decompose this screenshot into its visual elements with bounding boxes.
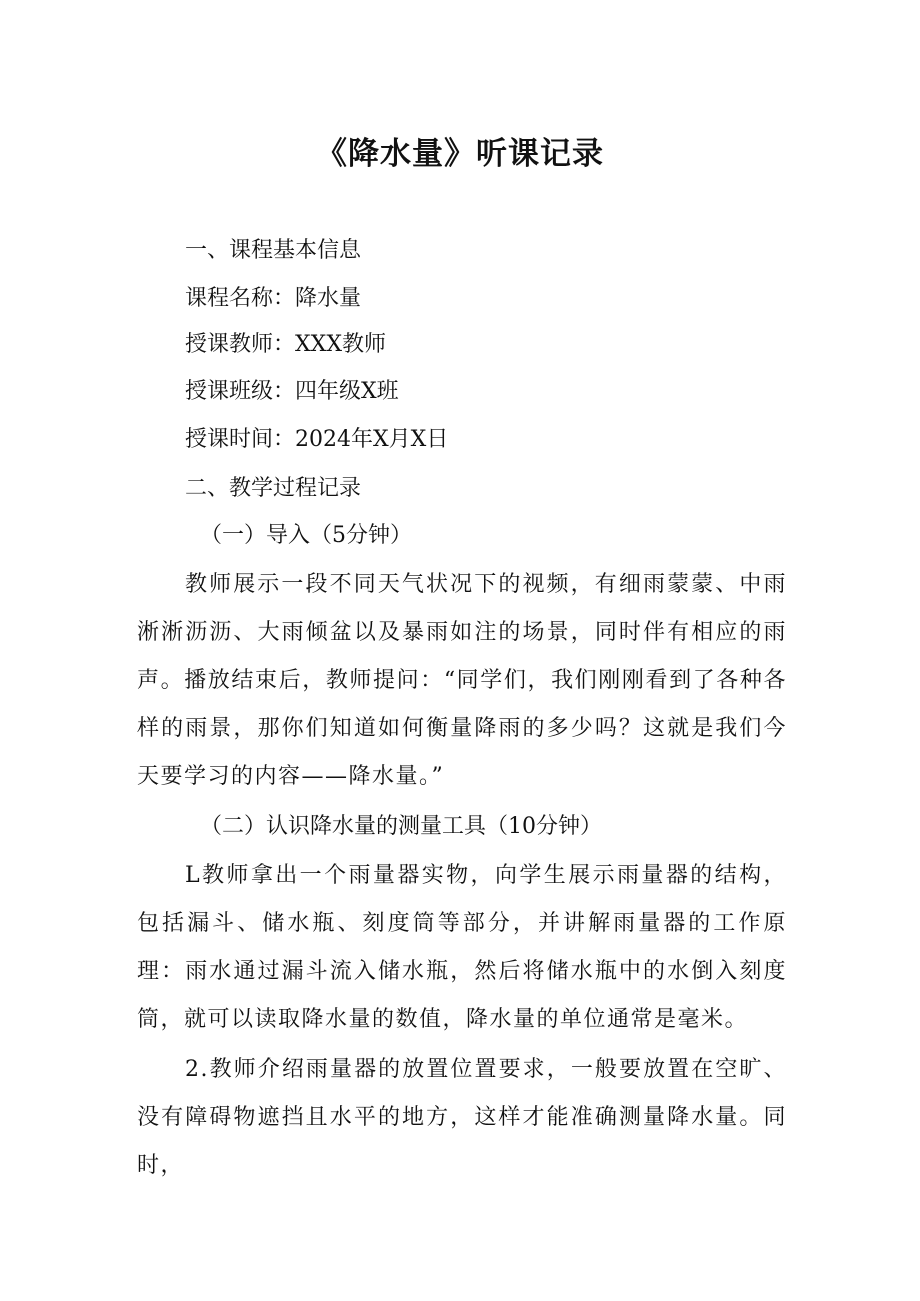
- section-heading-basic-info: 一、课程基本信息: [185, 238, 362, 263]
- class-line: 授课班级：四年级X班: [185, 379, 399, 404]
- tools-paragraph-1: L教师拿出一个雨量器实物，向学生展示雨量器的结构，包括漏斗、储水瓶、刻度筒等部分，并讲解雨量器的工作原理：雨水通过漏斗流入储水瓶，然后将储水瓶中的水倒入刻度筒，就可以读取降水量的数值，降水量的单位通常是毫米。: [137, 863, 787, 1032]
- intro-paragraph: 教师展示一段不同天气状况下的视频，有细雨蒙蒙、中雨淅淅沥沥、大雨倾盆以及暴雨如注的场景，同时伴有相应的雨声。播放结束后，教师提问：“同学们，我们刚刚看到了各种各样的雨景，那你们知道如何衡量降雨的多少吗？这就是我们今天要学习的内容——降水量。”: [137, 572, 787, 789]
- section-heading-teaching-process: 二、教学过程记录: [185, 476, 362, 501]
- page-title: 《降水量》听课记录: [316, 136, 604, 172]
- subsection-heading-intro: （一）导入（5分钟）: [200, 523, 412, 548]
- teacher-line: 授课教师：XXX教师: [185, 332, 386, 357]
- subsection-heading-tools: （二）认识降水量的测量工具（10分钟）: [200, 814, 602, 839]
- tools-paragraph-2: 2.教师介绍雨量器的放置位置要求，一般要放置在空旷、没有障碍物遮挡且水平的地方，这样才能准确测量降水量。同时，: [137, 1057, 787, 1178]
- time-line: 授课时间：2024年X月X日: [185, 427, 449, 452]
- course-name-line: 课程名称：降水量: [185, 286, 362, 311]
